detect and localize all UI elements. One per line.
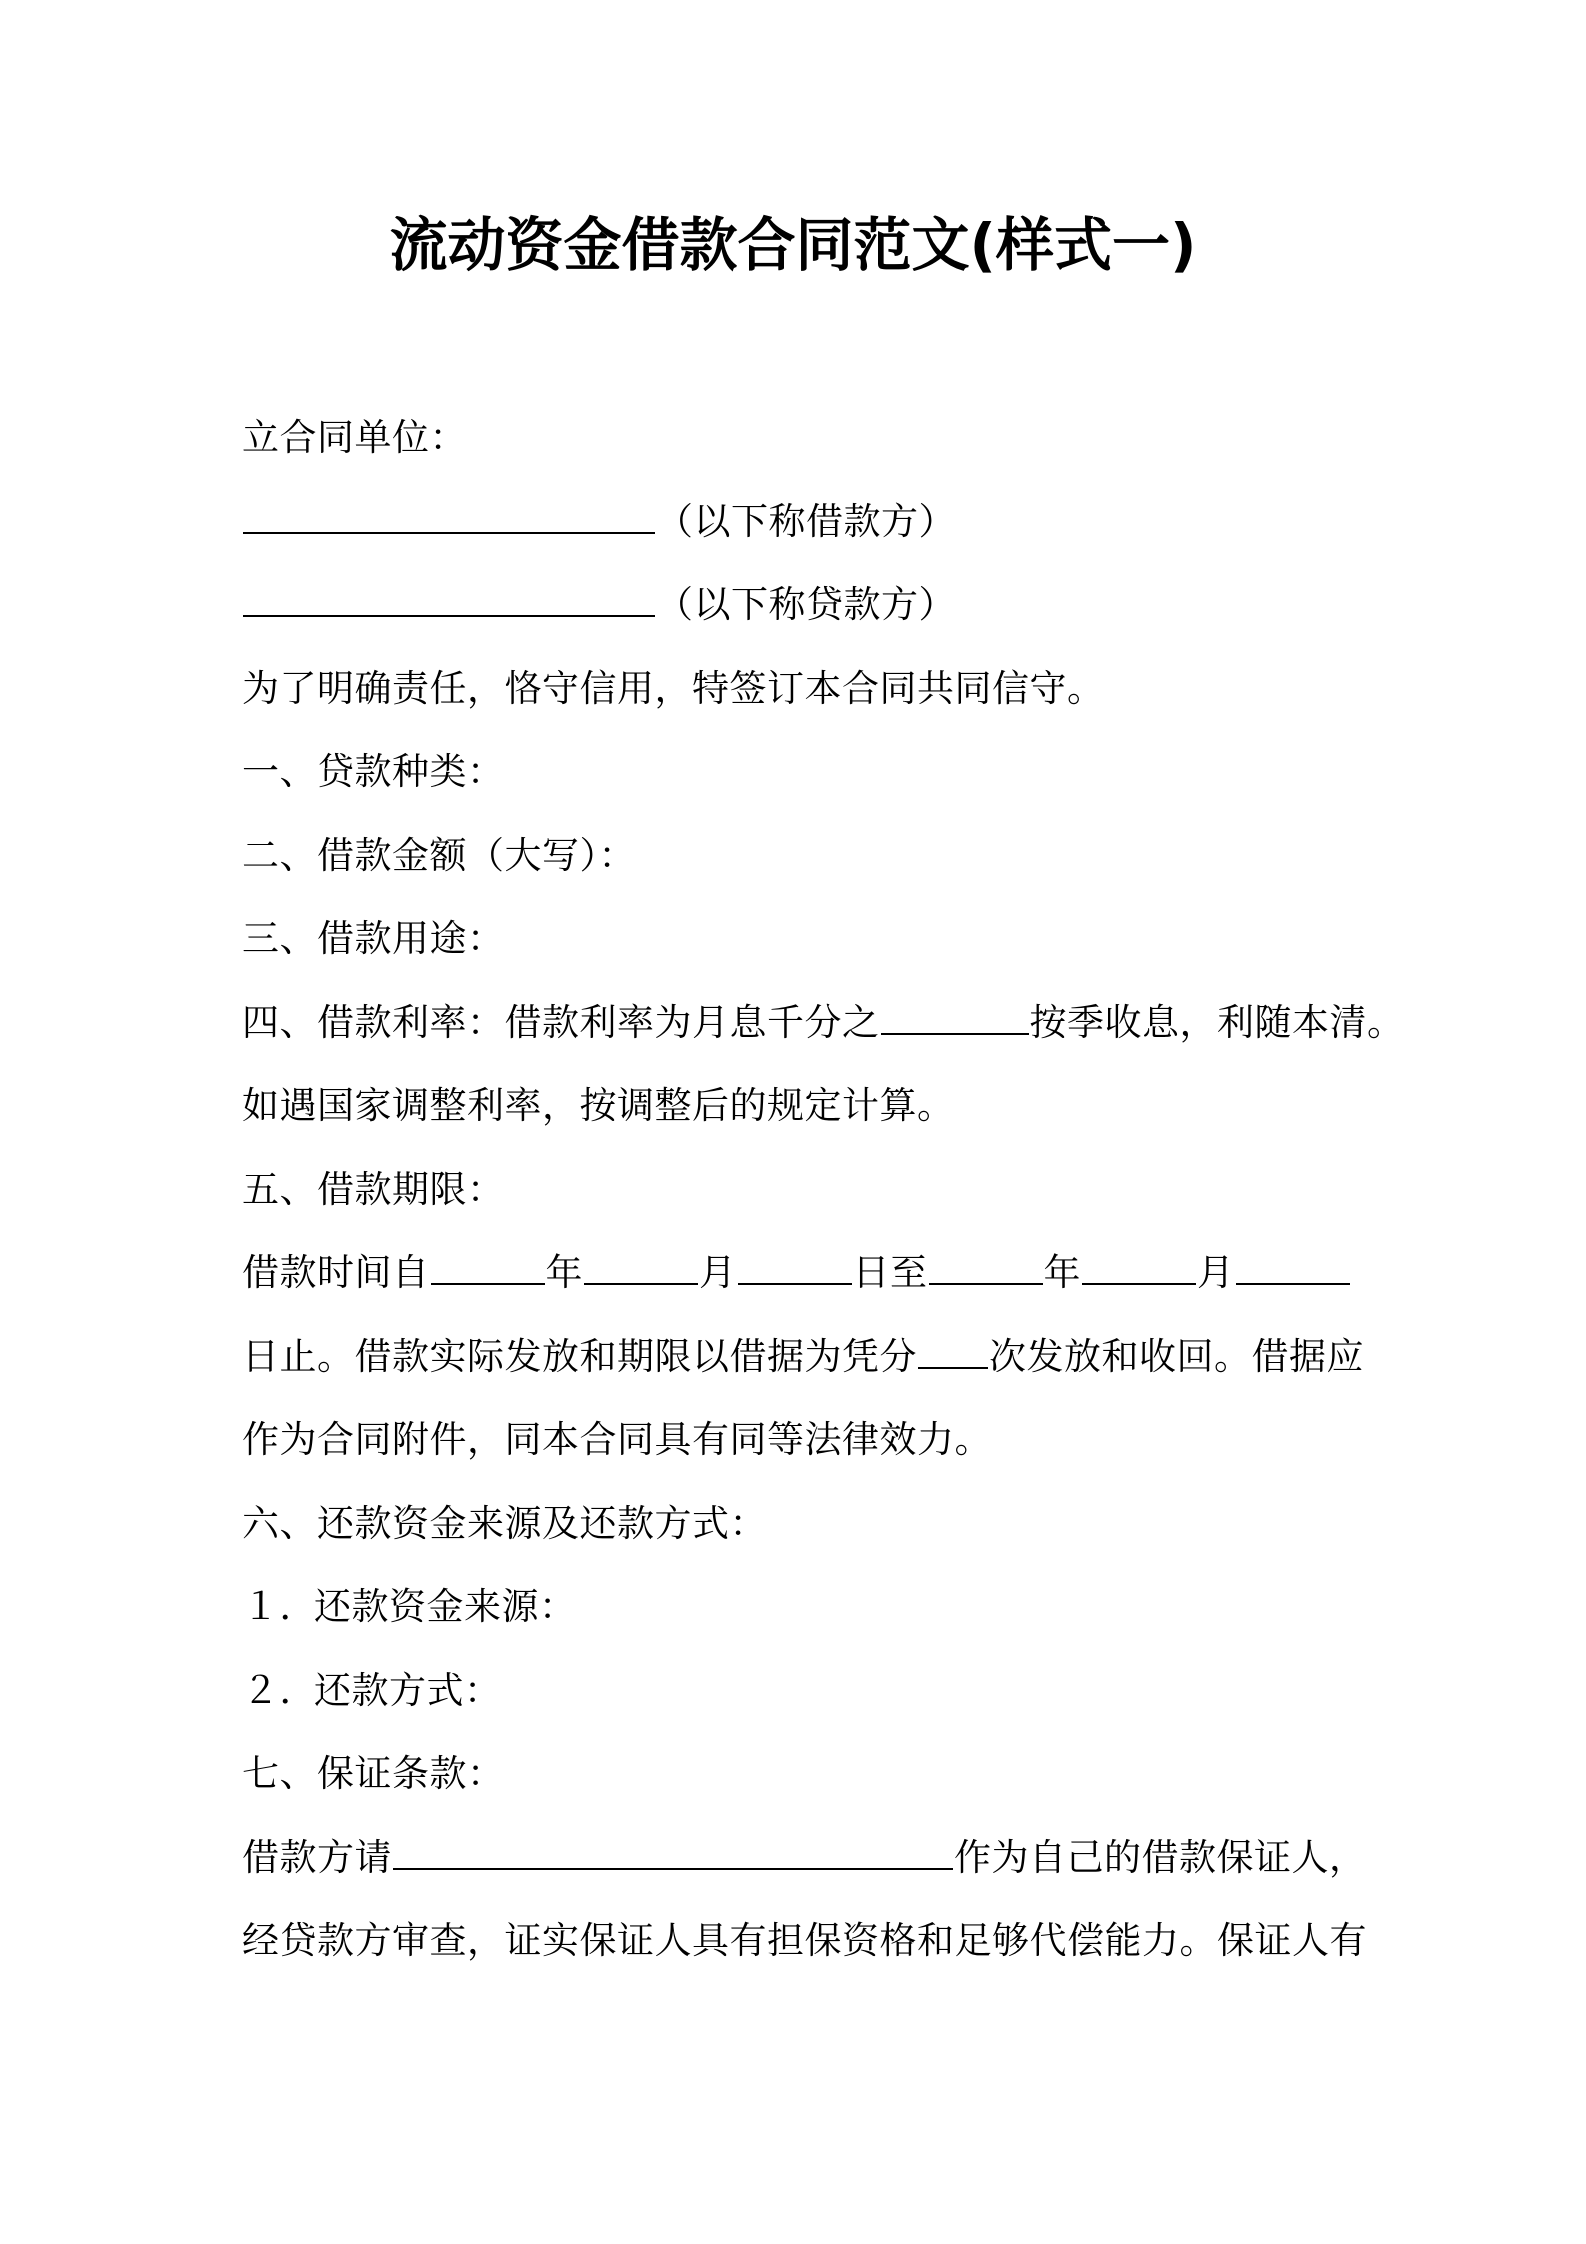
section-6-1-text: 还款资金来源： <box>314 1585 577 1628</box>
borrower-name-blank[interactable] <box>243 531 655 534</box>
end-year-blank[interactable] <box>929 1282 1043 1285</box>
section-7-text-a2: 作为自己的借款保证人， <box>954 1835 1367 1879</box>
month-label: 月 <box>699 1251 737 1294</box>
section-4-text-b: 按季收息，利随本清。 <box>1029 1000 1405 1044</box>
section-7-guarantee <box>242 1732 1362 1816</box>
section-2-loan-amount <box>242 814 1362 898</box>
section-6-item-2 <box>242 1649 1362 1733</box>
item-number: １． <box>242 1585 317 1628</box>
section-3-loan-purpose <box>242 897 1362 981</box>
section-4-rate-adjustment <box>242 1064 1362 1148</box>
preamble <box>242 647 1362 731</box>
parties-label <box>242 396 1362 480</box>
section-6-text: 六、还款资金来源及还款方式： <box>242 1501 767 1545</box>
end-month-blank[interactable] <box>1082 1282 1196 1285</box>
borrower-suffix: （以下称借款方） <box>656 499 956 543</box>
section-6-2-text: 还款方式： <box>314 1668 502 1712</box>
year-label: 年 <box>545 1251 583 1294</box>
section-5-text-b1: 日止。借款实际发放和期限以借据为凭分 <box>242 1334 917 1378</box>
section-4-text-c: 如遇国家调整利率，按调整后的规定计算。 <box>242 1084 955 1127</box>
section-4-interest-rate <box>242 981 1405 1065</box>
section-6-item-1 <box>242 1565 1362 1649</box>
day-to-label: 日至 <box>852 1251 928 1294</box>
lender-suffix: （以下称贷款方） <box>656 583 956 626</box>
section-5-date-range <box>242 1231 1362 1315</box>
preamble-text: 为了明确责任，恪守信用，特签订本合同共同信守。 <box>242 666 1105 710</box>
month-label: 月 <box>1197 1251 1235 1294</box>
section-2-text: 二、借款金额（大写）： <box>242 833 636 877</box>
section-5-text: 五、借款期限： <box>242 1167 505 1211</box>
section-5-text-c: 作为合同附件，同本合同具有同等法律效力。 <box>242 1418 992 1461</box>
lender-line <box>242 563 1362 647</box>
year-label: 年 <box>1043 1251 1081 1294</box>
section-7-text: 七、保证条款： <box>242 1752 505 1795</box>
parties-label-text: 立合同单位： <box>242 416 467 459</box>
section-5-text-a1: 借款时间自 <box>242 1251 430 1294</box>
installments-blank[interactable] <box>918 1366 988 1369</box>
section-3-text: 三、借款用途： <box>242 917 505 960</box>
section-5-legal-effect <box>242 1398 1362 1482</box>
section-5-loan-term <box>242 1148 1362 1232</box>
section-1-loan-type <box>242 730 1362 814</box>
start-year-blank[interactable] <box>431 1282 545 1285</box>
interest-rate-blank[interactable] <box>881 1032 1029 1035</box>
section-5-text-b2: 次发放和收回。借据应 <box>989 1334 1364 1378</box>
borrower-line <box>242 480 1362 564</box>
section-1-text: 一、贷款种类： <box>242 750 505 793</box>
document-title: 流动资金借款合同范文(样式一) <box>389 211 1197 279</box>
start-month-blank[interactable] <box>584 1282 698 1285</box>
item-number: ２． <box>242 1668 317 1712</box>
section-7-text-a1: 借款方请 <box>242 1835 392 1879</box>
section-6-repayment <box>242 1482 1362 1566</box>
section-4-text-a: 四、借款利率：借款利率为月息千分之 <box>242 1000 880 1044</box>
section-7-review <box>242 1899 1367 1983</box>
contract-body <box>242 396 1405 1983</box>
lender-name-blank[interactable] <box>243 614 655 617</box>
end-day-blank[interactable] <box>1236 1282 1350 1285</box>
section-5-disbursement <box>242 1315 1362 1399</box>
start-day-blank[interactable] <box>738 1282 852 1285</box>
section-7-guarantor <box>242 1816 1367 1900</box>
guarantor-blank[interactable] <box>393 1867 953 1870</box>
section-7-text-b: 经贷款方审查，证实保证人具有担保资格和足够代偿能力。保证人有 <box>242 1919 1367 1962</box>
